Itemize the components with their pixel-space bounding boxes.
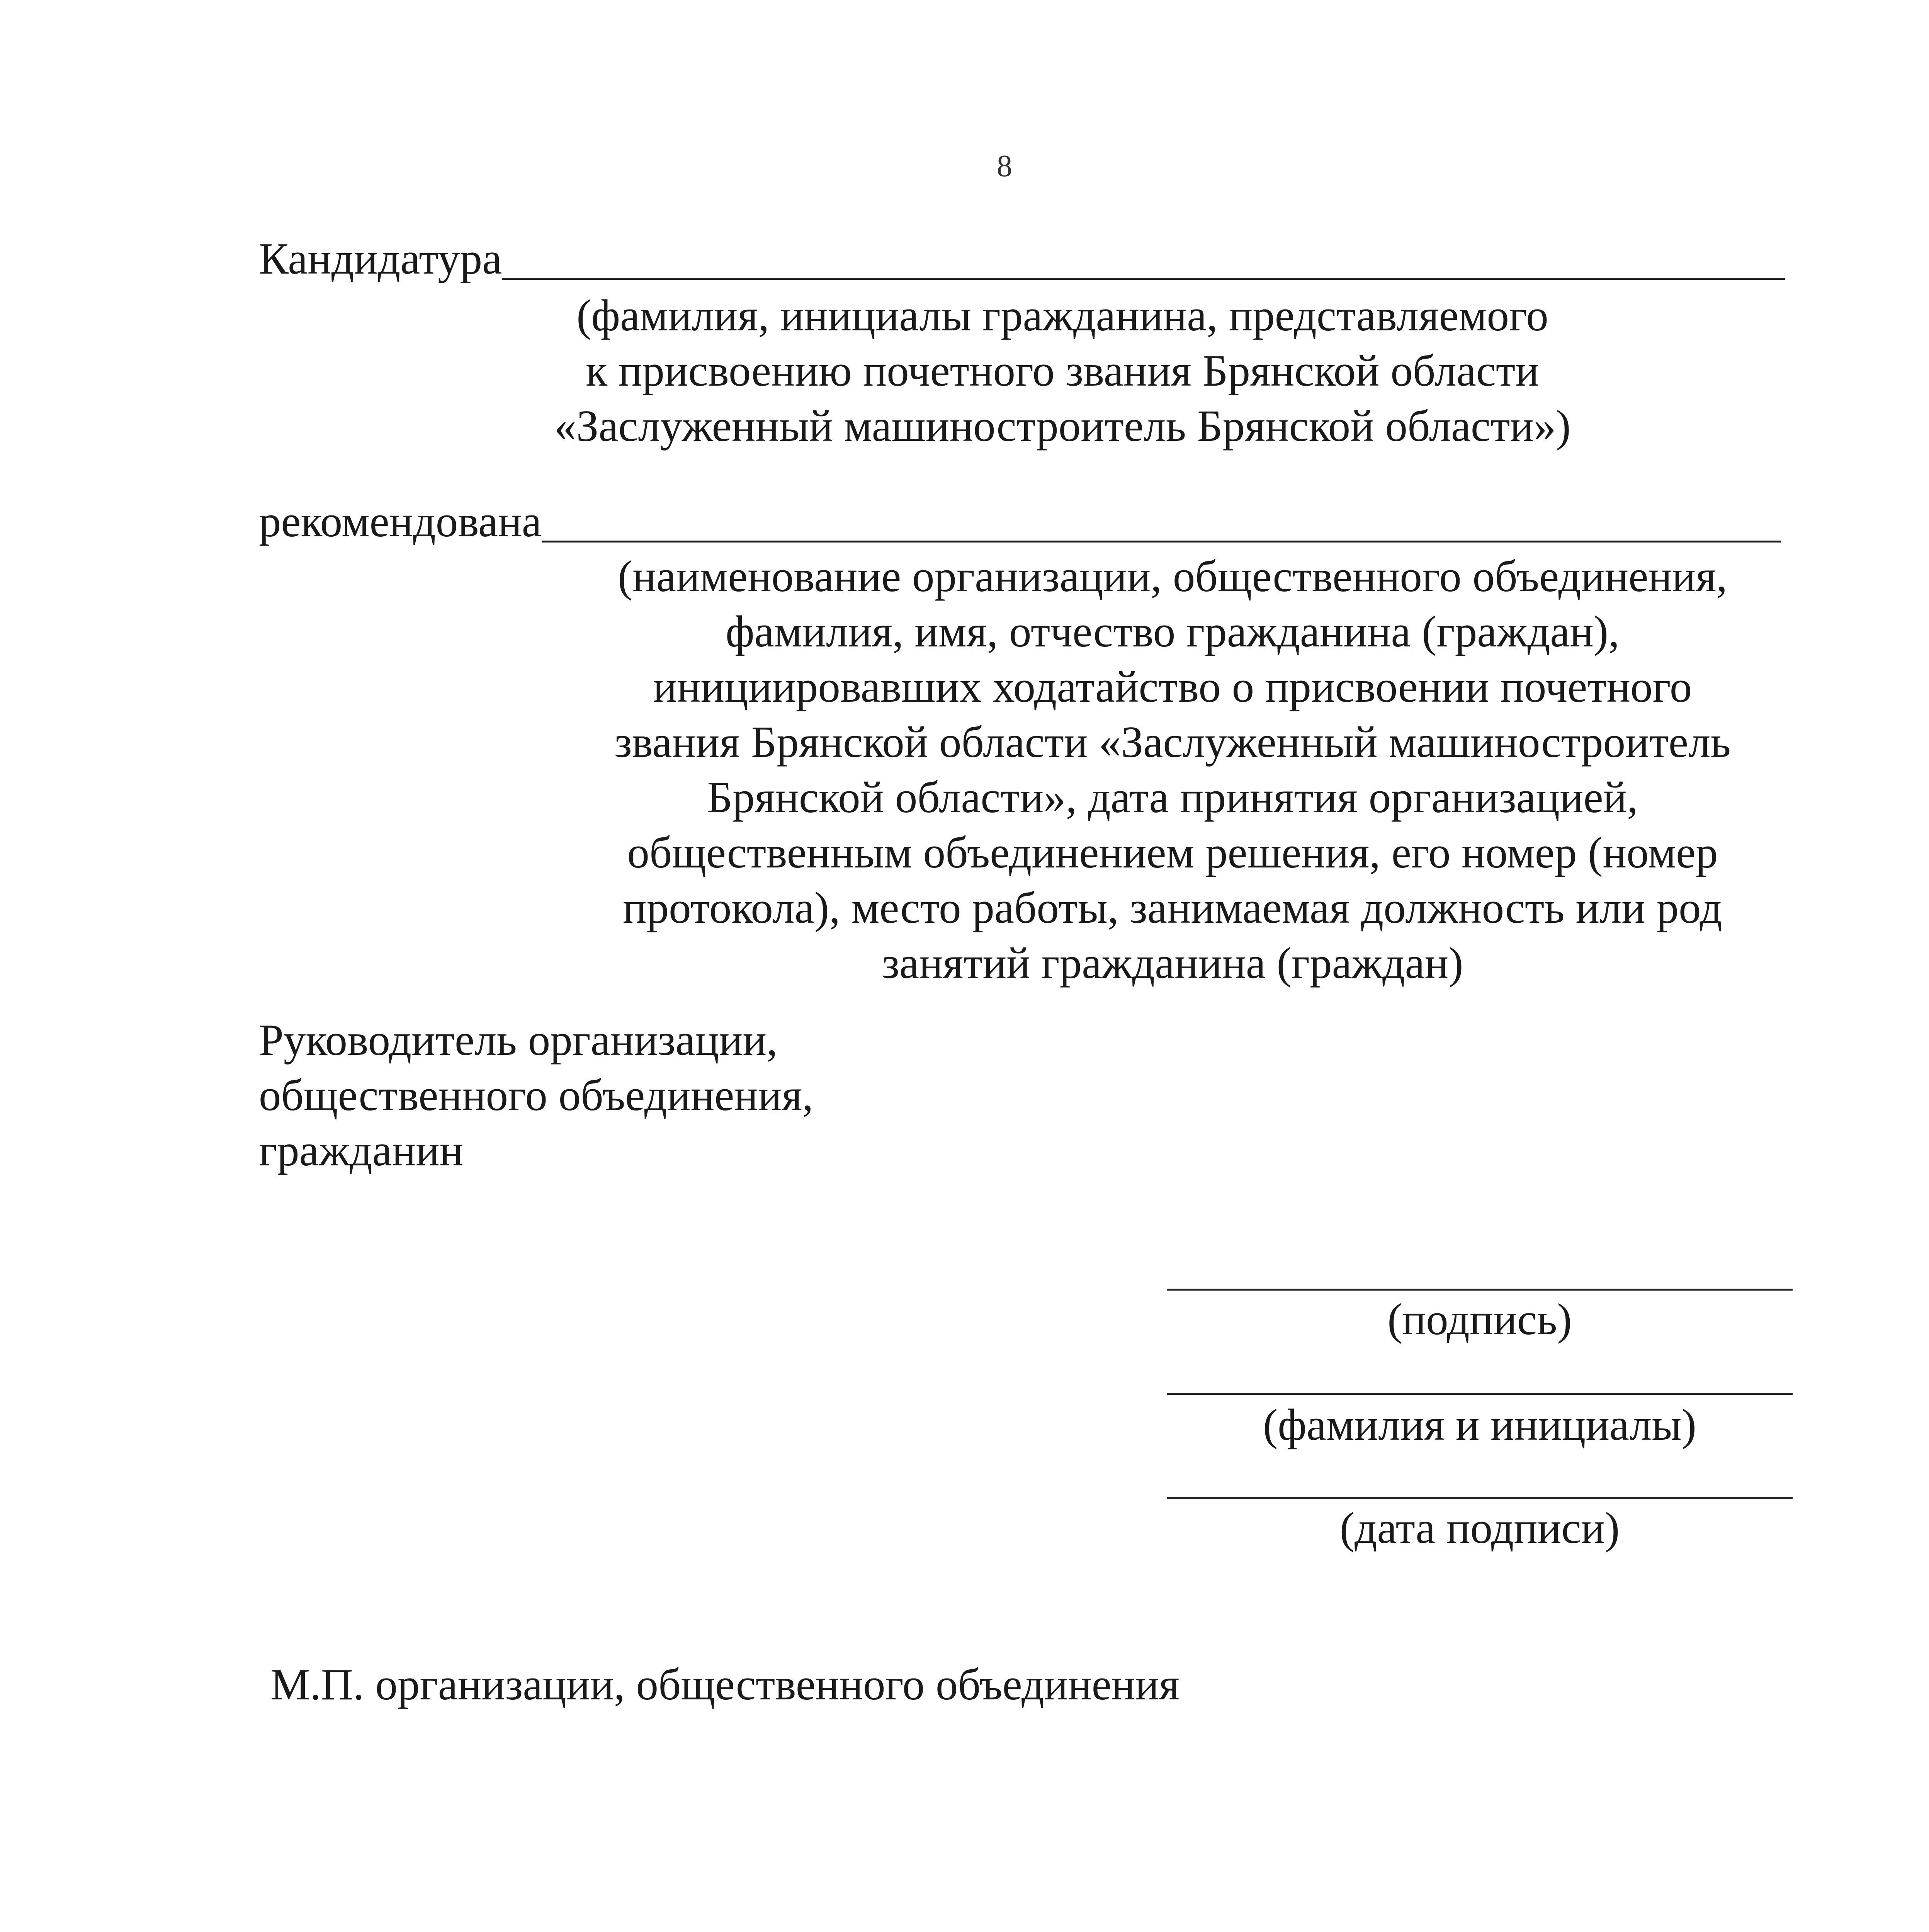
recommended-field (259, 495, 1781, 549)
stamp-note: М.П. организации, общественного объединения (270, 1660, 1179, 1709)
head-line: Руководитель организации, (259, 1015, 778, 1065)
signature-caption: (подпись) (1387, 1295, 1572, 1344)
date-caption: (дата подписи) (1339, 1503, 1620, 1553)
caption-line: (наименование организации, общественного объединения, (618, 552, 1727, 601)
page-number: 8 (997, 149, 1012, 183)
head-line: гражданин (259, 1126, 464, 1175)
caption-line: (фамилия, инициалы гражданина, представляемого (576, 291, 1548, 340)
candidate-field (259, 232, 1785, 286)
head-line: общественного объединения, (259, 1071, 814, 1120)
signature-line[interactable] (1167, 1289, 1793, 1291)
candidate-blank-line[interactable] (502, 235, 1785, 280)
recommended-caption (556, 549, 1789, 991)
caption-line: «Заслуженный машиностроитель Брянской области») (554, 401, 1571, 451)
recommended-label: рекомендована (259, 497, 542, 546)
caption-line: Брянской области», дата принятия организацией, (707, 773, 1638, 822)
recommended-blank-line[interactable] (542, 498, 1781, 543)
caption-line: к присвоению почетного звания Брянской области (586, 346, 1539, 395)
caption-line: инициировавших ходатайство о присвоении почетного (653, 662, 1692, 711)
caption-line: занятий гражданина (граждан) (882, 939, 1463, 988)
candidate-label: Кандидатура (259, 234, 502, 283)
caption-line: протокола), место работы, занимаемая должность или род (623, 883, 1722, 932)
name-line[interactable] (1167, 1393, 1793, 1395)
name-caption: (фамилия и инициалы) (1263, 1400, 1696, 1449)
date-line[interactable] (1167, 1497, 1793, 1499)
candidate-caption (502, 288, 1623, 454)
head-of-organization (259, 1012, 813, 1178)
caption-line: общественным объединением решения, его номер (номер (627, 828, 1718, 877)
caption-line: фамилия, имя, отчество гражданина (граждан), (726, 607, 1620, 656)
caption-line: звания Брянской области «Заслуженный машиностроитель (614, 718, 1731, 767)
